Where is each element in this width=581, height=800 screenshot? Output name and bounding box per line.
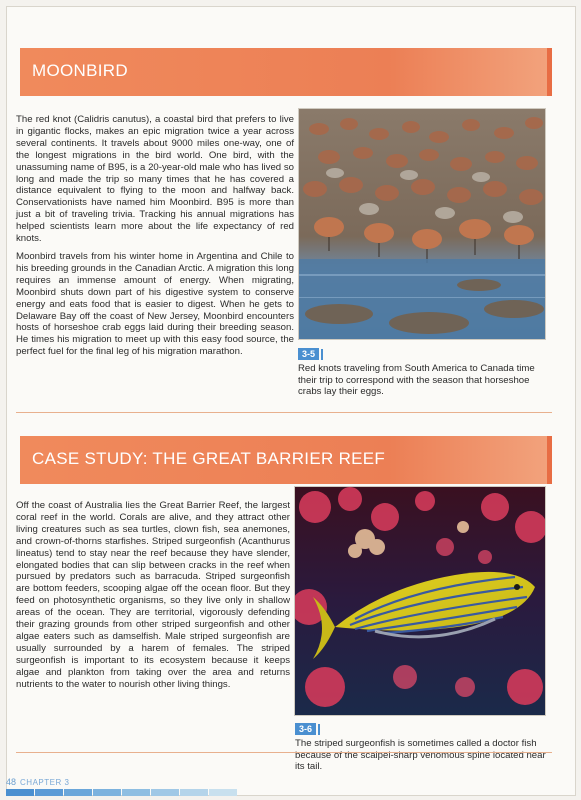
- section-header-case-study: [20, 436, 552, 484]
- paragraph: Moonbird travels from his winter home in Argentina and Chile to his breeding grounds in the Canadian Arctic. A migration this long requires an immense amount of energy. When migrating, Moonbird shuts down part of his digestive system to conserve energy and eats food that is easier to digest. When he gets to Delaware Bay off the coast of New Jersey, Moonbird encounters hosts of horseshoe crab eggs laid during their breeding season. He times his migration to meet up with this easy food source, the perfect fuel for the final leg of his migration marathon.: [16, 250, 294, 358]
- section-header-moonbird: [20, 48, 552, 96]
- page-footer: [6, 776, 186, 788]
- footer-color-strip: [6, 789, 306, 796]
- section-title: MOONBIRD: [32, 61, 128, 80]
- chapter-label: CHAPTER 3: [20, 777, 70, 787]
- paragraph: Off the coast of Australia lies the Great Barrier Reef, the largest coral reef in the world. Corals are alive, and they attract other living creatures such as sea turtles, clown fish, sea anemones, and crown-of-thorns starfishes. Striped surgeonfish (Acanthurus lineatus) tend to stay near the reef because they have slender, elongated bodies that can slip between cracks in the reef when pursued by predators such as barracuda. Striped surgeonfish are bottom feeders, scooping algae off the ocean floor. But they feed on photosynthetic organisms, so they live only in shallow areas of the ocean. They are territorial, vigorously defending their grazing grounds from other striped surgeonfish and other algae eaters such as damselfish. Male striped surgeonfish are usually surrounded by a harem of females. The striped surgeonfish is important to its ecosystem because it keeps algae and plankton from taking over the area and returns nutrients to the water to nourish other living things.: [16, 500, 290, 690]
- section-divider: [16, 752, 552, 753]
- surgeonfish-illustration: [295, 487, 546, 716]
- red-knots-photo: [298, 108, 546, 340]
- figure-caption: Red knots traveling from South America to Canada time their trip to correspond with the season that horseshoe crabs lay their eggs.: [298, 363, 535, 397]
- red-knots-illustration: [299, 109, 546, 340]
- figure-number-tag: 3-6: [295, 723, 316, 735]
- paragraph: The red knot (Calidris canutus), a coastal bird that prefers to live in gigantic flocks, makes an epic migration twice a year across several continents. It travels about 9000 miles one-way, one of the longest migrations in the bird world. One bird, with the unassuming name of B95, is a 20-year-old male who has lived so long and made the trip so many times that he has covered a distance equivalent to flying to the moon and halfway back. Conservationists have named him Moonbird. B95 is more than just a bit of traveling trivia. Tracking his annual migrations has helped scientists learn more about the life expectancy of red knots.: [16, 114, 294, 245]
- figure-caption: The striped surgeonfish is sometimes called a doctor fish because of the scalpel-sharp venomous spine located near its tail.: [295, 738, 546, 772]
- moonbird-body: [16, 114, 294, 364]
- figure-number-tag: 3-5: [298, 348, 319, 360]
- section-title: CASE STUDY: THE GREAT BARRIER REEF: [32, 449, 386, 468]
- surgeonfish-photo: [294, 486, 546, 716]
- page-number: 48: [6, 777, 17, 787]
- section-divider: [16, 412, 552, 413]
- case-study-body: [16, 500, 290, 697]
